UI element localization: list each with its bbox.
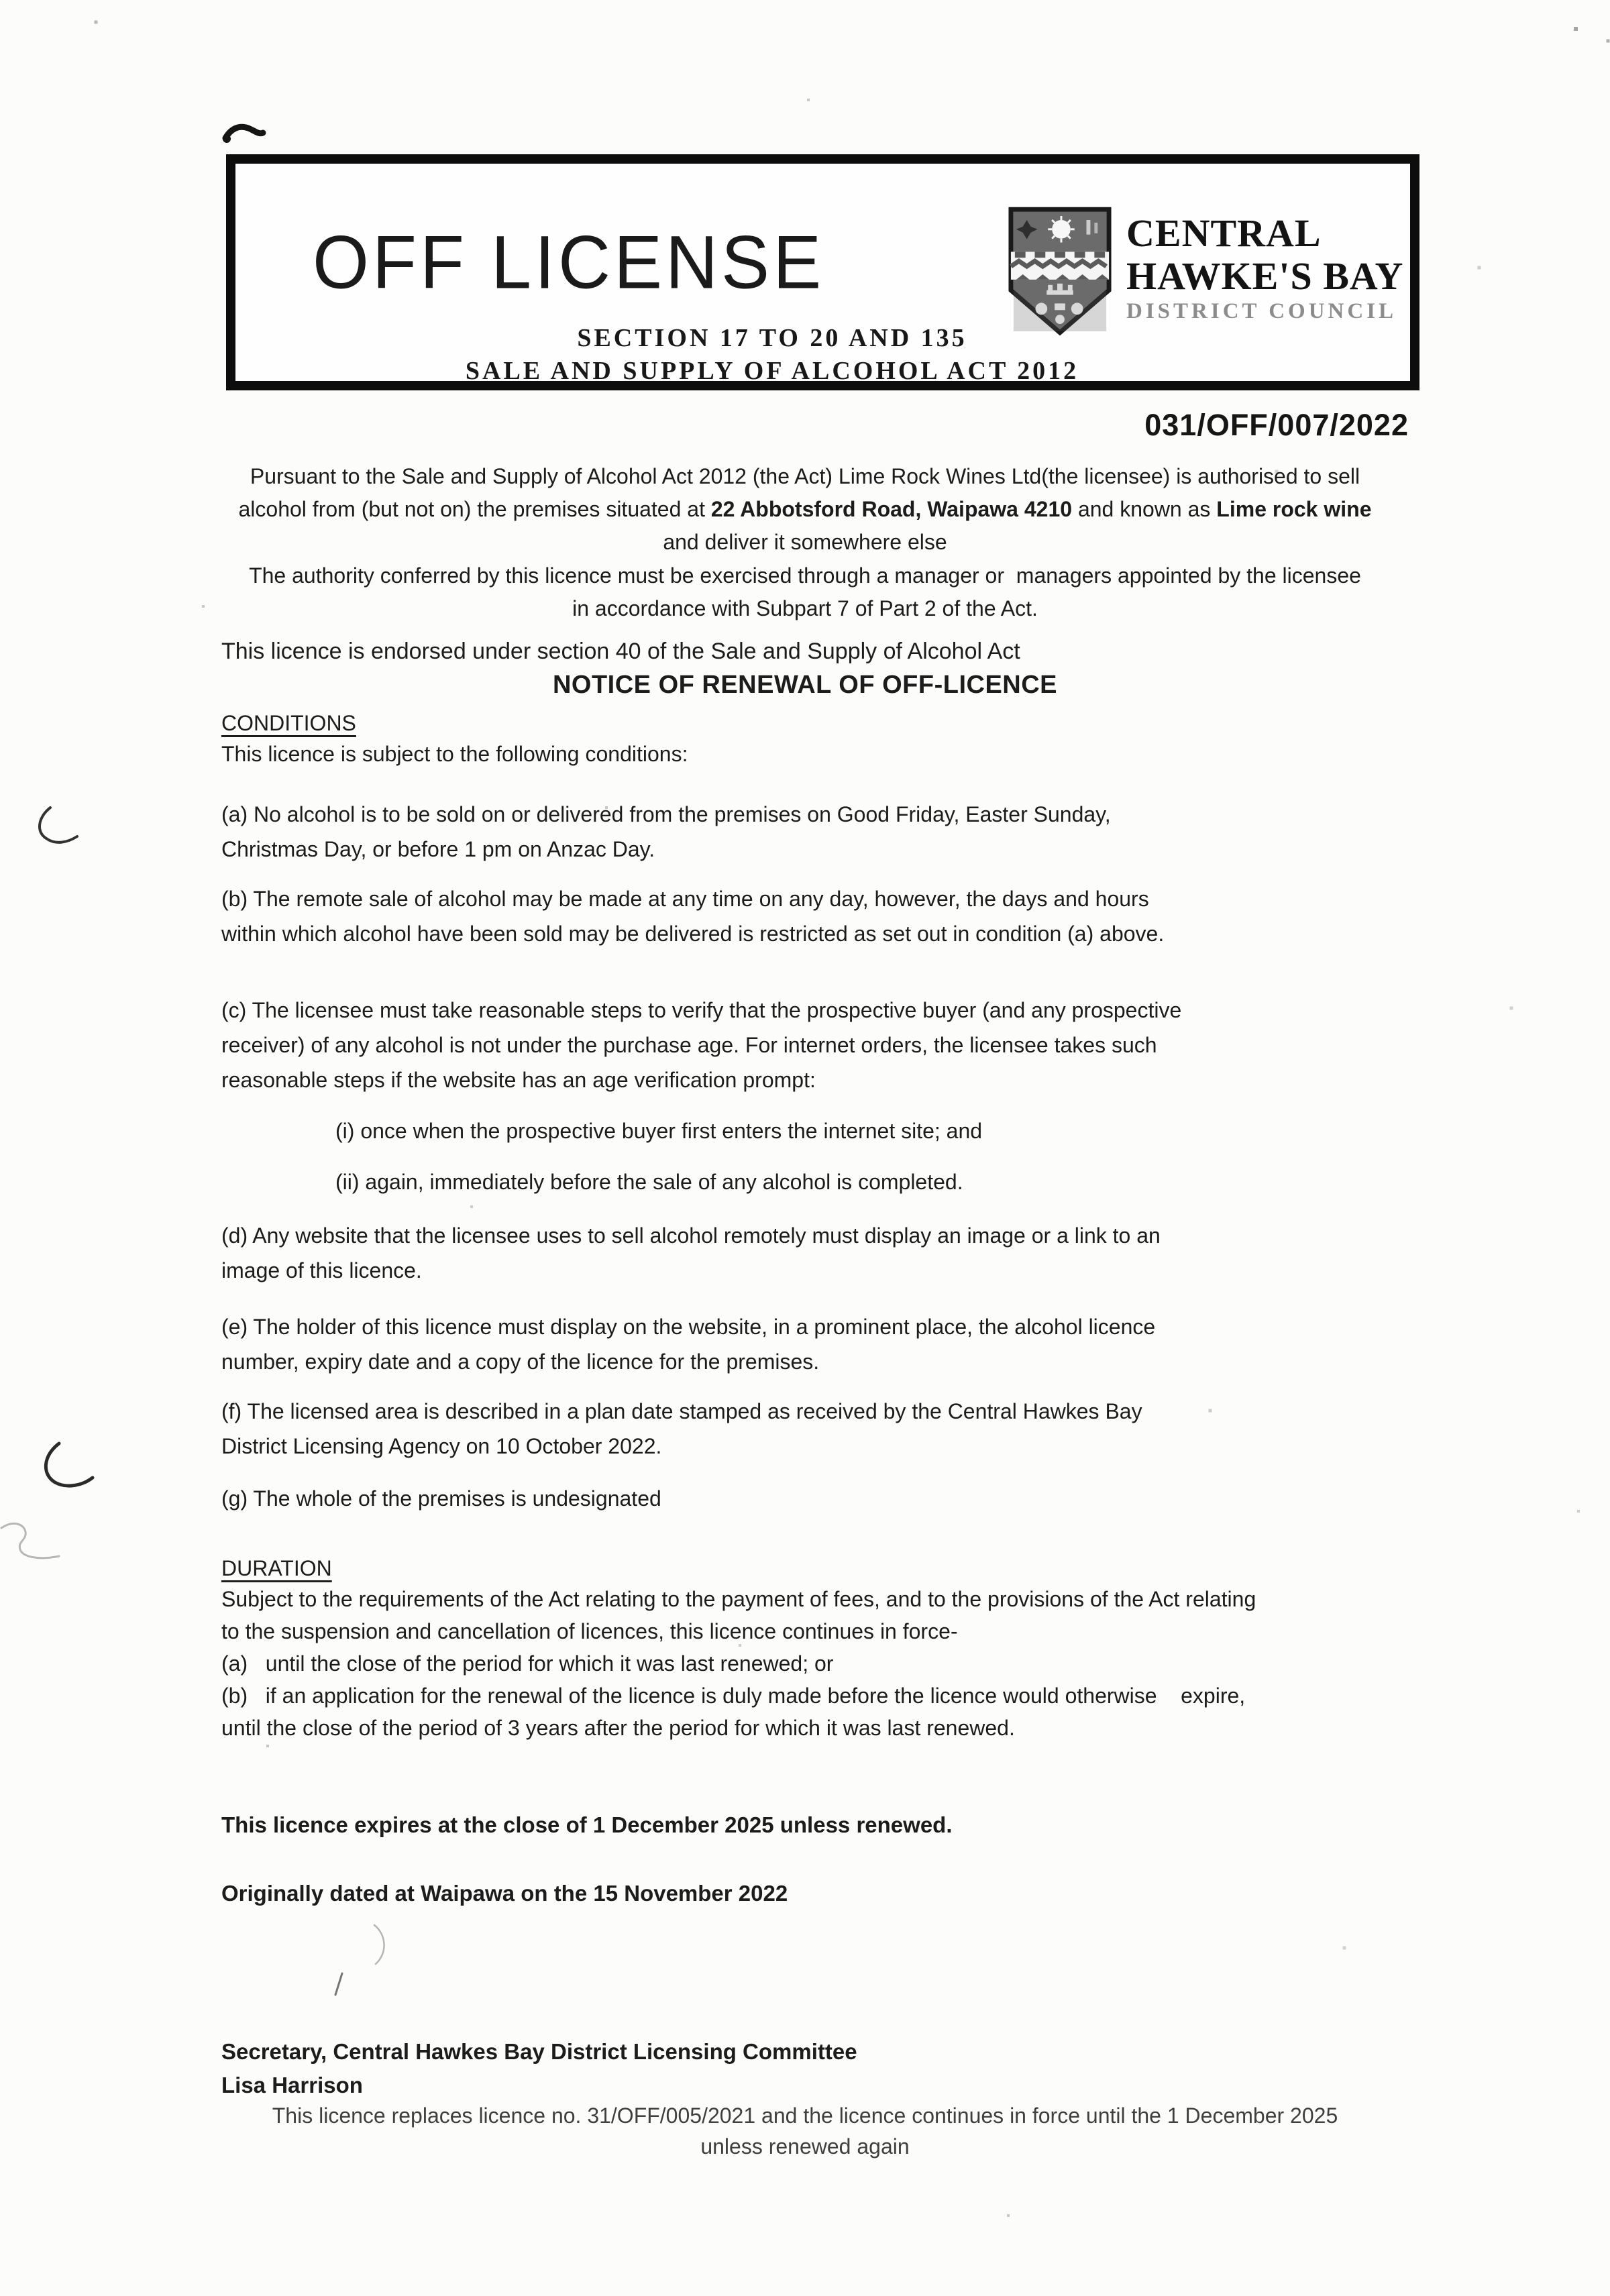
- duration-line2: to the suspension and cancellation of licences, this licence continues in force-: [221, 1619, 958, 1643]
- secretary-name: Lisa Harrison: [221, 2073, 363, 2097]
- pen-mark-curl: [368, 1921, 397, 1971]
- licence-number: 031/OFF/007/2022: [1144, 408, 1409, 442]
- secretary-role: Secretary, Central Hawkes Bay District Licensing Committee: [221, 2039, 857, 2064]
- pen-mark-squiggle: [0, 1515, 87, 1575]
- authority-line2: in accordance with Subpart 7 of Part 2 of the Act.: [572, 596, 1038, 620]
- conditions-heading: CONDITIONS: [221, 711, 356, 735]
- premises-name: Lime rock wine: [1216, 497, 1372, 521]
- condition-b-line2: within which alcohol have been sold may be delivered is restricted as set out in condition (a) above.: [221, 922, 1165, 946]
- replacement-note-line2: unless renewed again: [700, 2134, 910, 2158]
- licence-header-box: [226, 154, 1419, 390]
- council-name-line3: DISTRICT COUNCIL: [1126, 299, 1397, 323]
- document-title: OFF LICENSE: [313, 219, 825, 305]
- council-crest-shield-icon: [1007, 205, 1113, 338]
- section-reference-line2: SALE AND SUPPLY OF ALCOHOL ACT 2012: [465, 357, 1079, 385]
- condition-f-line2: District Licensing Agency on 10 October 2022.: [221, 1434, 662, 1458]
- premises-address: 22 Abbotsford Road, Waipawa 4210: [710, 497, 1073, 521]
- authority-line1: The authority conferred by this licence must be exercised through a manager or managers appointed by the licensee: [249, 563, 1361, 588]
- condition-c-item-i: (i) once when the prospective buyer first enters the internet site; and: [335, 1119, 983, 1143]
- ink-smudge-mark: [219, 118, 267, 148]
- duration-item-b-line1: (b) if an application for the renewal of the licence is duly made before the licence would otherwise expire,: [221, 1684, 1246, 1708]
- replacement-note-line1: This licence replaces licence no. 31/OFF/005/2021 and the licence continues in force until the 1 December 2025: [272, 2103, 1338, 2128]
- endorsement-line: This licence is endorsed under section 40 of the Sale and Supply of Alcohol Act: [221, 639, 1020, 664]
- council-name-line1: CENTRAL: [1126, 211, 1322, 255]
- duration-item-a: (a) until the close of the period for which it was last renewed; or: [221, 1651, 834, 1676]
- act-section-reference: [336, 322, 1208, 388]
- condition-c-line3: reasonable steps if the website has an age verification prompt:: [221, 1068, 816, 1092]
- pen-mark-crescent-2: [35, 1439, 115, 1503]
- condition-b-line1: (b) The remote sale of alcohol may be made at any time on any day, however, the days and hours: [221, 887, 1149, 911]
- council-name: [1126, 212, 1403, 325]
- condition-d-line1: (d) Any website that the licensee uses to sell alcohol remotely must display an image or a link to an: [221, 1223, 1161, 1248]
- condition-e-line2: number, expiry date and a copy of the licence for the premises.: [221, 1350, 820, 1374]
- dated-statement: Originally dated at Waipawa on the 15 November 2022: [221, 1881, 788, 1906]
- condition-a-line1: (a) No alcohol is to be sold on or delivered from the premises on Good Friday, Easter Sunday,: [221, 802, 1111, 826]
- intro-line1: Pursuant to the Sale and Supply of Alcohol Act 2012 (the Act) Lime Rock Wines Ltd(the licensee) is authorised to sell: [250, 464, 1360, 488]
- condition-c-item-ii: (ii) again, immediately before the sale of any alcohol is completed.: [335, 1170, 963, 1194]
- condition-a-line2: Christmas Day, or before 1 pm on Anzac Day.: [221, 837, 655, 861]
- condition-d-line2: image of this licence.: [221, 1258, 422, 1282]
- intro-line2-pre: alcohol from (but not on) the premises situated at: [238, 497, 711, 521]
- pen-mark-slash: [331, 1971, 347, 2000]
- condition-e-line1: (e) The holder of this licence must display on the website, in a prominent place, the alcohol licence: [221, 1315, 1156, 1339]
- condition-g-line: (g) The whole of the premises is undesignated: [221, 1486, 661, 1511]
- condition-c-line2: receiver) of any alcohol is not under the purchase age. For internet orders, the licensee takes such: [221, 1033, 1157, 1057]
- intro-line2-mid: and known as: [1072, 497, 1217, 521]
- notice-of-renewal-title: NOTICE OF RENEWAL OF OFF-LICENCE: [552, 671, 1058, 699]
- section-reference-line1: SECTION 17 TO 20 AND 135: [577, 324, 967, 352]
- duration-line1: Subject to the requirements of the Act relating to the payment of fees, and to the provisions of the Act relating: [221, 1587, 1256, 1611]
- intro-line2: [211, 496, 1399, 523]
- duration-item-b-line2: until the close of the period of 3 years after the period for which it was last renewed.: [221, 1716, 1015, 1740]
- conditions-intro: This licence is subject to the following conditions:: [221, 742, 688, 766]
- council-name-line2: HAWKE'S BAY: [1126, 254, 1404, 298]
- condition-f-line1: (f) The licensed area is described in a plan date stamped as received by the Central Hawkes Bay: [221, 1399, 1142, 1423]
- scan-noise-specks: [0, 0, 1, 1]
- duration-heading: DURATION: [221, 1556, 332, 1580]
- intro-line3: and deliver it somewhere else: [663, 530, 947, 554]
- expiry-statement: This licence expires at the close of 1 December 2025 unless renewed.: [221, 1812, 953, 1837]
- condition-c-line1: (c) The licensee must take reasonable steps to verify that the prospective buyer (and any prospective: [221, 998, 1182, 1022]
- pen-mark-crescent-1: [30, 805, 97, 859]
